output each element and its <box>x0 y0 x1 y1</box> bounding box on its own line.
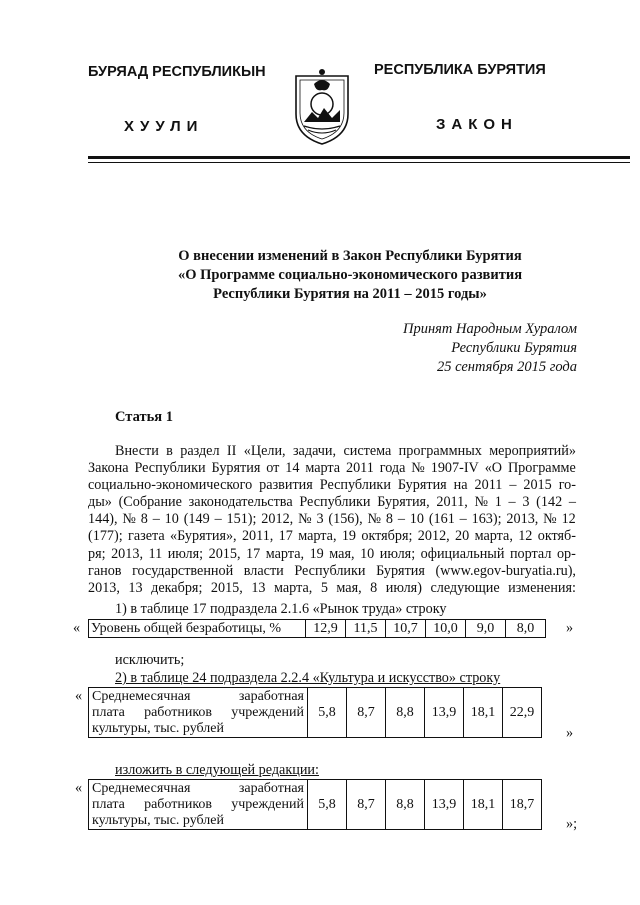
table-row <box>89 688 542 738</box>
header-left-word: ХУУЛИ <box>124 118 204 135</box>
article-paragraph <box>88 443 576 597</box>
header-left-title: БУРЯАД РЕСПУБЛИКЫН <box>88 64 266 80</box>
paragraph-line: социально-экономического развития Республики Бурятия на 2011 – 2015 го- <box>88 477 576 494</box>
table-cell: 8,8 <box>386 780 425 830</box>
table-cell: 13,9 <box>425 780 464 830</box>
adoption-line: Республики Бурятия <box>451 340 577 356</box>
table-row <box>89 620 546 638</box>
row-label: Среднемесячная заработная плата работников учреждений культуры, тыс. рублей <box>89 780 308 830</box>
table-cell: 8,7 <box>347 688 386 738</box>
paragraph-line: (177); газета «Бурятия», 2011, 17 марта, 19 октября; 2012, 20 марта, 12 октяб- <box>88 528 576 545</box>
table-cell: 18,1 <box>464 688 503 738</box>
paragraph-line: ды» (Собрание законодательства Республики Бурятия, 2011, № 1 – 3 (142 – <box>88 494 576 511</box>
adoption-line: 25 сентября 2015 года <box>436 359 577 375</box>
quote-open: « <box>75 688 83 704</box>
table-cell: 13,9 <box>425 688 464 738</box>
law-title <box>100 247 600 304</box>
quote-open: « <box>75 780 83 796</box>
paragraph-line: 2013, 13 декабря; 2015, 13 марта, 5 мая, 8 июля) следующие изменения: <box>88 579 576 596</box>
law-title-line: «О Программе социально-экономического развития <box>177 267 523 283</box>
unemployment-table <box>88 619 546 638</box>
table-cell: 18,1 <box>464 780 503 830</box>
paragraph-line: Внести в раздел II «Цели, задачи, система программных мероприятий» <box>115 443 576 459</box>
header-divider-thick <box>88 156 630 159</box>
header-divider-thin <box>88 162 630 163</box>
adoption-note <box>403 320 577 377</box>
table-cell: 12,9 <box>306 620 346 638</box>
coat-of-arms-icon <box>292 66 352 146</box>
row-label: Уровень общей безработицы, % <box>89 620 306 638</box>
table-cell: 8,8 <box>386 688 425 738</box>
quote-close: » <box>566 725 574 741</box>
table-row <box>89 780 542 830</box>
table-cell: 10,0 <box>426 620 466 638</box>
restate-text: изложить в следующей редакции: <box>115 762 319 778</box>
quote-close-semicolon: »; <box>566 816 578 832</box>
law-title-line: Республики Бурятия на 2011 – 2015 годы» <box>213 286 487 302</box>
table-cell: 5,8 <box>308 688 347 738</box>
article-heading: Статья 1 <box>115 409 173 425</box>
table-cell: 5,8 <box>308 780 347 830</box>
culture-salary-table-new <box>88 779 542 830</box>
paragraph-line: ганов государственной власти Республики Бурятия (www.egov-buryatia.ru), <box>88 562 576 579</box>
item-2-text: 2) в таблице 24 подраздела 2.2.4 «Культура и искусство» строку <box>115 670 501 686</box>
culture-salary-table-old <box>88 687 542 738</box>
paragraph-line: Закона Республики Бурятия от 14 марта 2011 года № 1907-IV «О Программе <box>88 460 576 477</box>
table-cell: 8,0 <box>506 620 546 638</box>
paragraph-line: 144), № 8 – 10 (149 – 151); 2012, № 3 (156), № 8 – 10 (161 – 163); 2013, № 12 <box>88 511 576 528</box>
table-cell: 9,0 <box>466 620 506 638</box>
quote-open: « <box>73 620 81 636</box>
table-cell: 22,9 <box>503 688 542 738</box>
header-right-word: ЗАКОН <box>436 116 518 133</box>
paragraph-line: ря; 2013, 11 июля; 2015, 17 марта, 19 мая, 10 июля; официальный портал ор- <box>88 545 576 562</box>
quote-close: » <box>566 620 574 636</box>
adoption-line: Принят Народным Хуралом <box>402 321 577 337</box>
row-label: Среднемесячная заработная плата работников учреждений культуры, тыс. рублей <box>89 688 308 738</box>
item-1-text: 1) в таблице 17 подраздела 2.1.6 «Рынок труда» строку <box>115 601 447 617</box>
table-cell: 18,7 <box>503 780 542 830</box>
table-cell: 10,7 <box>386 620 426 638</box>
law-title-line: О внесении изменений в Закон Республики Бурятия <box>178 248 522 264</box>
header-right-title: РЕСПУБЛИКА БУРЯТИЯ <box>374 62 546 78</box>
table-cell: 8,7 <box>347 780 386 830</box>
exclude-text: исключить; <box>115 652 185 668</box>
table-cell: 11,5 <box>346 620 386 638</box>
